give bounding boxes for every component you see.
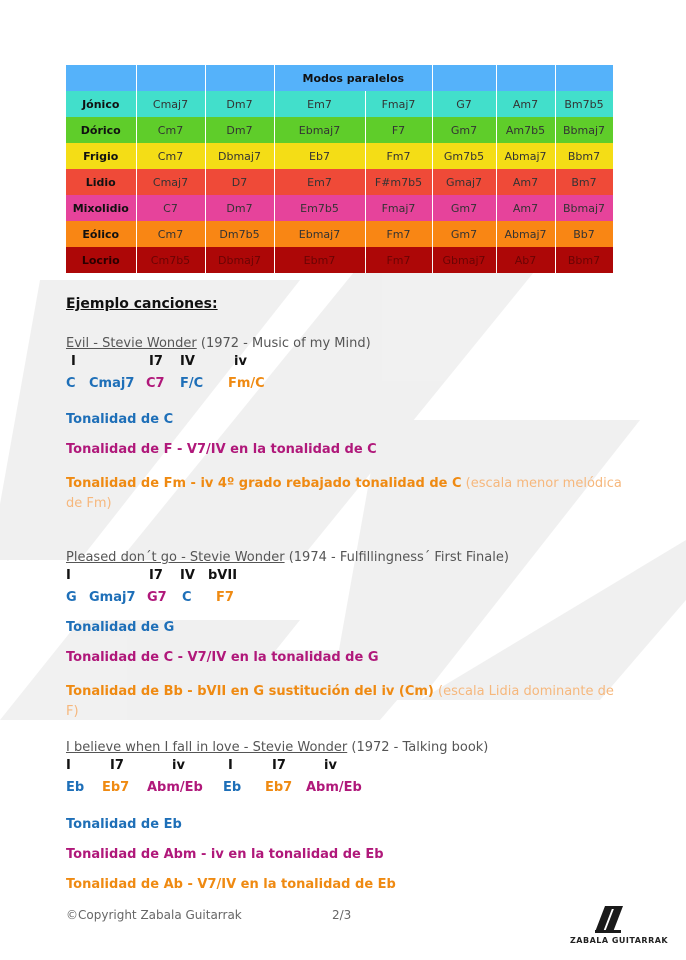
chord: G7 — [147, 590, 167, 605]
degree-row — [66, 354, 626, 370]
chord-cell: Fm7 — [365, 247, 432, 273]
table-row-lidio — [66, 169, 613, 195]
mode-label: Jónico — [66, 91, 136, 117]
chord-cell: Cm7 — [136, 117, 205, 143]
chord-cell: G7 — [432, 91, 496, 117]
chord-cell: Ab7 — [496, 247, 555, 273]
chord-cell: Am7 — [496, 169, 555, 195]
key-line-text: Tonalidad de Bb - bVII en G sustitución del iv (Cm) — [66, 684, 434, 699]
song-info: (1974 - Fulfillingness´ First Finale) — [284, 550, 509, 565]
chord-cell: Gm7 — [432, 221, 496, 247]
song-heading — [66, 740, 488, 755]
song-info: (1972 - Music of my Mind) — [196, 336, 371, 351]
page-number: 2/3 — [332, 908, 352, 922]
table-row-locrio — [66, 247, 613, 273]
degree: bVII — [208, 568, 238, 583]
chord-cell: Em7 — [274, 169, 365, 195]
chord: Abm/Eb — [147, 780, 203, 795]
degree-row — [66, 568, 626, 584]
chord-cell: Fm7 — [365, 221, 432, 247]
chord: Abm/Eb — [306, 780, 362, 795]
degree: IV — [180, 354, 195, 369]
chord-cell: Bm7 — [555, 169, 613, 195]
chord-cell: Cm7 — [136, 143, 205, 169]
chord-cell: Am7b5 — [496, 117, 555, 143]
chord: C — [182, 590, 192, 605]
table-row-jonico — [66, 91, 613, 117]
table-row-eolico — [66, 221, 613, 247]
chord-cell: Bb7 — [555, 221, 613, 247]
chord-cell: Bbm7 — [555, 247, 613, 273]
chord-cell: Am7 — [496, 91, 555, 117]
key-line: Tonalidad de Abm - iv en la tonalidad de Eb — [66, 847, 384, 862]
key-line: Tonalidad de Ab - V7/IV en la tonalidad de Eb — [66, 877, 396, 892]
chord-cell: Cm7 — [136, 221, 205, 247]
chord: Cmaj7 — [89, 376, 135, 391]
table-title: Modos paralelos — [274, 65, 432, 91]
key-line: Tonalidad de G — [66, 620, 175, 635]
chord: F/C — [180, 376, 204, 391]
table-row-dorico — [66, 117, 613, 143]
song-title: Pleased don´t go - Stevie Wonder — [66, 550, 285, 565]
chord-row — [66, 590, 626, 606]
chord: Eb — [223, 780, 242, 795]
chord: G — [66, 590, 77, 605]
chord-cell: F#m7b5 — [365, 169, 432, 195]
chord: F7 — [216, 590, 234, 605]
chord: Gmaj7 — [89, 590, 136, 605]
key-line: Tonalidad de C - V7/IV en la tonalidad de G — [66, 650, 379, 665]
degree: IV — [180, 568, 195, 583]
degree: I — [71, 354, 76, 369]
chord-cell: Bbmaj7 — [555, 117, 613, 143]
song-title: Evil - Stevie Wonder — [66, 336, 197, 351]
chord-cell: Fmaj7 — [365, 195, 432, 221]
parallel-modes-table — [66, 65, 614, 273]
chord-cell: Bbmaj7 — [555, 195, 613, 221]
key-line — [66, 682, 626, 722]
table-header-row — [66, 65, 613, 91]
chord-cell: Ebmaj7 — [274, 117, 365, 143]
degree: I7 — [149, 568, 163, 583]
chord-cell: Abmaj7 — [496, 143, 555, 169]
mode-label: Eólico — [66, 221, 136, 247]
mode-label: Mixolidio — [66, 195, 136, 221]
chord-row — [66, 376, 626, 392]
key-line: Tonalidad de Eb — [66, 817, 182, 832]
table-row-mixolidio — [66, 195, 613, 221]
chord-cell: Dbmaj7 — [205, 143, 274, 169]
degree: I7 — [110, 758, 124, 773]
chord: C7 — [146, 376, 165, 391]
chord-cell: Gmaj7 — [432, 169, 496, 195]
key-line-note: (escala Lidia dominante de F) — [66, 684, 614, 719]
degree: I — [66, 758, 71, 773]
chord: Eb — [66, 780, 85, 795]
chord-cell: Dbmaj7 — [205, 247, 274, 273]
key-line-note: (escala menor melódica de Fm) — [66, 476, 622, 511]
chord-cell: Dm7 — [205, 117, 274, 143]
chord: C — [66, 376, 76, 391]
key-line-text: Tonalidad de Fm - iv 4º grado rebajado tonalidad de C — [66, 476, 462, 491]
chord-cell: Ebm7 — [274, 247, 365, 273]
section-title: Ejemplo canciones: — [66, 296, 218, 312]
chord-cell: C7 — [136, 195, 205, 221]
chord-cell: Gm7b5 — [432, 143, 496, 169]
table-row-frigio — [66, 143, 613, 169]
chord-cell: Abmaj7 — [496, 221, 555, 247]
song-heading — [66, 550, 509, 565]
mode-label: Lidio — [66, 169, 136, 195]
chord-cell: Gm7 — [432, 195, 496, 221]
chord-cell: Ebmaj7 — [274, 221, 365, 247]
chord-cell: Gbmaj7 — [432, 247, 496, 273]
chord-cell: Dm7 — [205, 91, 274, 117]
mode-label: Locrio — [66, 247, 136, 273]
key-line — [66, 474, 626, 514]
chord-cell: Em7b5 — [274, 195, 365, 221]
chord-cell: Fmaj7 — [365, 91, 432, 117]
chord-cell: Eb7 — [274, 143, 365, 169]
mode-label: Frigio — [66, 143, 136, 169]
degree: I — [228, 758, 233, 773]
degree: I7 — [272, 758, 286, 773]
degree: I — [66, 568, 71, 583]
chord-cell: Am7 — [496, 195, 555, 221]
copyright: ©Copyright Zabala Guitarrak — [66, 908, 242, 922]
degree: iv — [172, 758, 185, 773]
chord-cell: Dm7 — [205, 195, 274, 221]
chord: Fm/C — [228, 376, 265, 391]
chord-cell: Bbm7 — [555, 143, 613, 169]
chord-cell: Dm7b5 — [205, 221, 274, 247]
logo-text: ZABALA GUITARRAK — [570, 936, 669, 945]
chord-row — [66, 780, 626, 796]
degree-row — [66, 758, 626, 774]
chord-cell: D7 — [205, 169, 274, 195]
key-line: Tonalidad de C — [66, 412, 174, 427]
chord: Eb7 — [102, 780, 130, 795]
chord-cell: Gm7 — [432, 117, 496, 143]
degree: I7 — [149, 354, 163, 369]
chord-cell: Fm7 — [365, 143, 432, 169]
chord-cell: Em7 — [274, 91, 365, 117]
degree: iv — [234, 354, 247, 369]
key-line: Tonalidad de F - V7/IV en la tonalidad de C — [66, 442, 377, 457]
chord-cell: F7 — [365, 117, 432, 143]
mode-label: Dórico — [66, 117, 136, 143]
degree: iv — [324, 758, 337, 773]
song-title: I believe when I fall in love - Stevie Wonder — [66, 740, 348, 755]
chord-cell: Cmaj7 — [136, 169, 205, 195]
chord-cell: Cmaj7 — [136, 91, 205, 117]
chord-cell: Bm7b5 — [555, 91, 613, 117]
song-heading — [66, 336, 371, 351]
song-info: (1972 - Talking book) — [347, 740, 489, 755]
chord-cell: Cm7b5 — [136, 247, 205, 273]
chord: Eb7 — [265, 780, 293, 795]
